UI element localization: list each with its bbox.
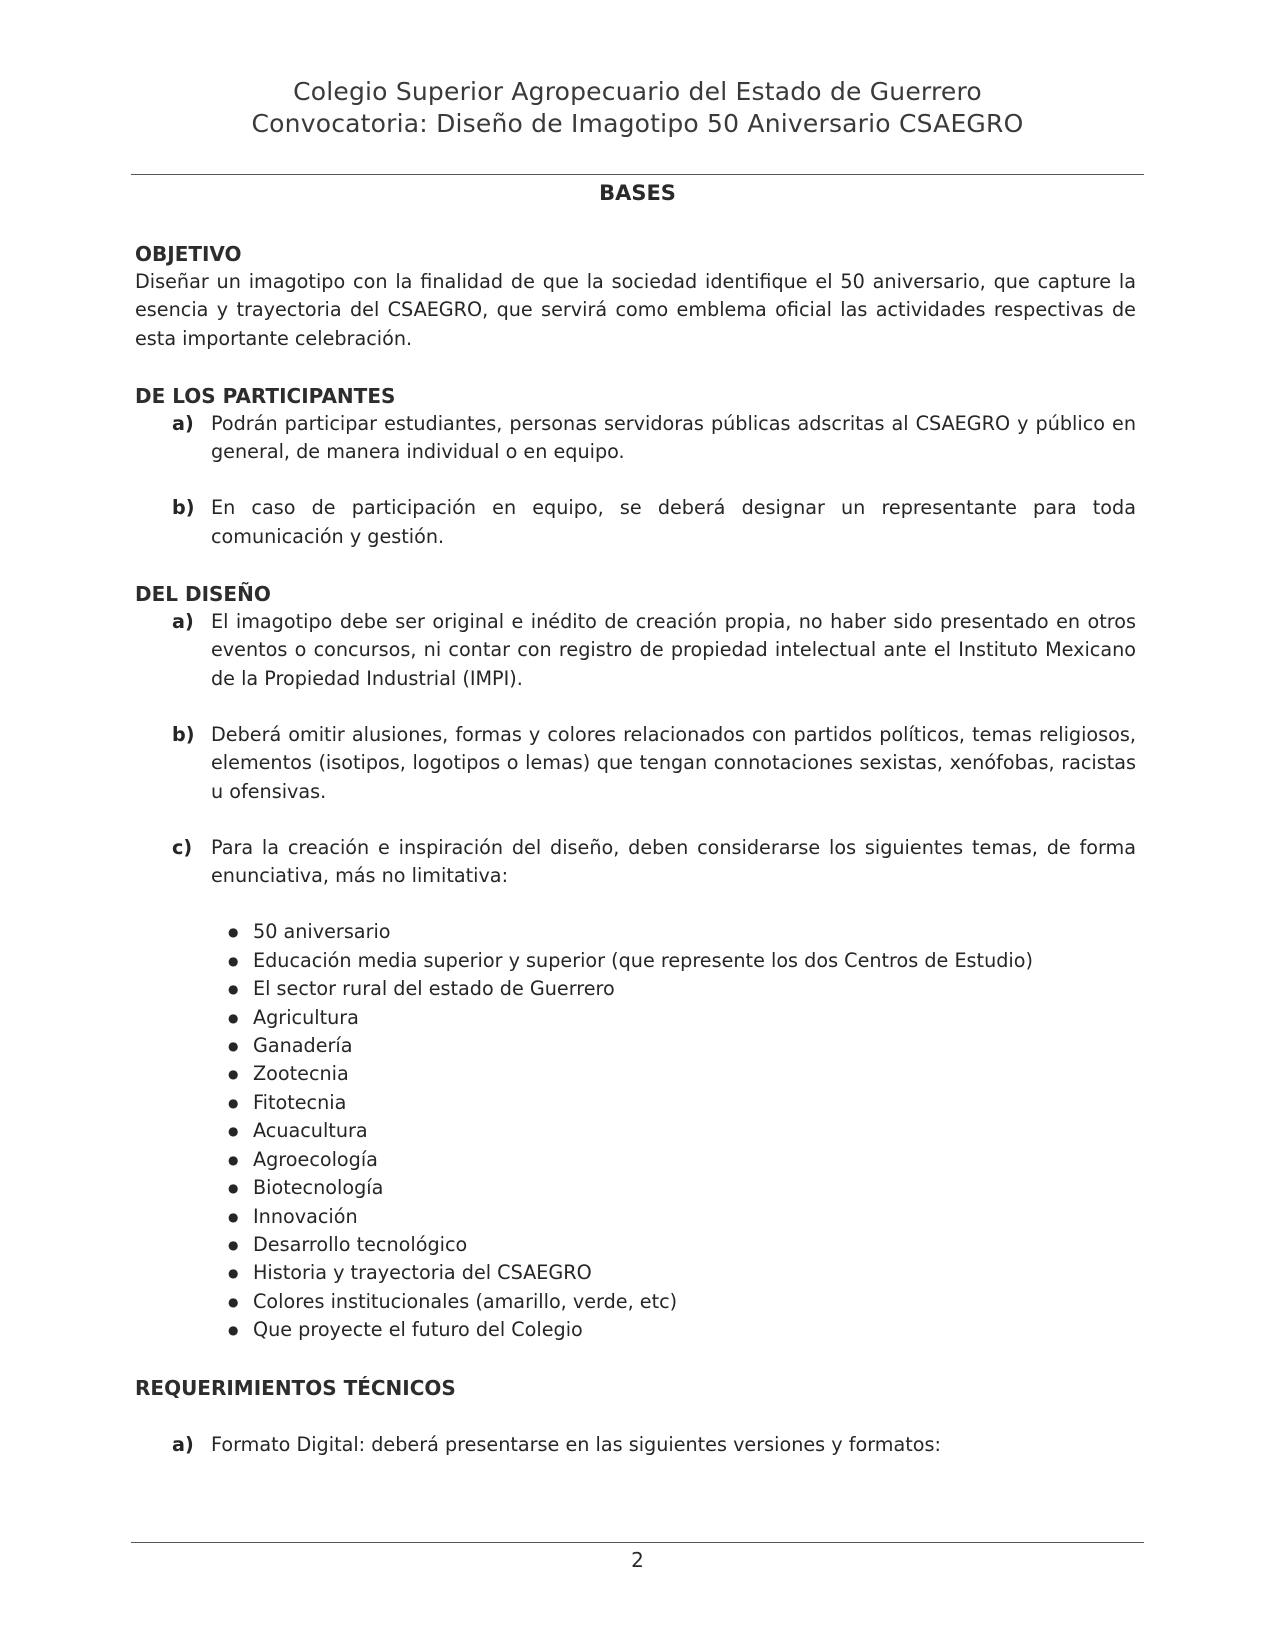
topic-item: ● El sector rural del estado de Guerrero (253, 975, 1136, 1003)
section-heading-participantes: DE LOS PARTICIPANTES (135, 383, 396, 408)
bullet-icon: ● (228, 1010, 239, 1025)
topic-item: ● Zootecnia (253, 1060, 1136, 1088)
topic-item: ● Innovación (253, 1203, 1136, 1231)
topic-item: ● Fitotecnia (253, 1089, 1136, 1117)
list-item (135, 410, 1136, 467)
bullet-icon: ● (228, 1181, 239, 1196)
item-text: El imagotipo debe ser original e inédito de creación propia, no haber sido presentado en otros eventos o concursos, ni contar con registro de propiedad intelectual ante el Instituto Mexicano de la Propiedad Industrial (IMPI). (211, 610, 1136, 690)
topic-item: ● Acuacultura (253, 1117, 1136, 1145)
document-body (135, 240, 1136, 1459)
bullet-icon: ● (228, 1095, 239, 1110)
section-heading-diseno: DEL DISEÑO (135, 582, 271, 607)
bases-title: BASES (599, 181, 676, 205)
bullet-icon: ● (228, 1039, 239, 1054)
section-heading-requerimientos: REQUERIMIENTOS TÉCNICOS (135, 1375, 456, 1400)
bullet-icon: ● (228, 1067, 239, 1082)
bullet-icon: ● (228, 1237, 239, 1252)
document-header (0, 76, 1275, 140)
topic-item: ● Agricultura (253, 1004, 1136, 1032)
item-label: b) (172, 496, 195, 520)
call-title: Convocatoria: Diseño de Imagotipo 50 Aniversario CSAEGRO (251, 109, 1024, 138)
item-label: b) (172, 722, 195, 746)
bullet-icon: ● (228, 1209, 239, 1224)
item-text: Podrán participar estudiantes, personas servidoras públicas adscritas al CSAEGRO y público en general, de manera individual o en equipo. (211, 411, 1136, 464)
topic-item: ● Educación media superior y superior (que represente los dos Centros de Estudio) (253, 947, 1136, 975)
item-text: Para la creación e inspiración del diseño, deben considerarse los siguientes temas, de forma enunciativa, más no limitativa: (211, 835, 1136, 888)
page-number: 2 (631, 1548, 644, 1572)
topic-item: ● 50 aniversario (253, 918, 1136, 946)
section-heading-objetivo: OBJETIVO (135, 242, 242, 266)
bullet-icon: ● (228, 1323, 239, 1338)
bullet-icon: ● (228, 1152, 239, 1167)
list-item (135, 834, 1136, 891)
list-item (135, 494, 1136, 551)
item-text: En caso de participación en equipo, se deberá designar un representante para toda comunicación y gestión. (211, 496, 1136, 548)
footer-divider (131, 1542, 1144, 1543)
item-text: Formato Digital: deberá presentarse en las siguientes versiones y formatos: (211, 1432, 941, 1456)
topic-item: ● Desarrollo tecnológico (253, 1231, 1136, 1259)
bullet-icon: ● (228, 1294, 239, 1309)
bullet-icon: ● (228, 1266, 239, 1281)
bullet-icon: ● (228, 982, 239, 997)
bullet-icon: ● (228, 953, 239, 968)
institution-name: Colegio Superior Agropecuario del Estado de Guerrero (293, 77, 982, 106)
topic-item: ● Ganadería (253, 1032, 1136, 1060)
item-label: a) (172, 411, 194, 435)
objetivo-text: Diseñar un imagotipo con la finalidad de que la sociedad identifique el 50 aniversario, que capture la esencia y trayectoria del CSAEGRO, que servirá como emblema oficial las actividades respectivas de esta importante celebración. (135, 270, 1136, 350)
item-label: a) (172, 610, 194, 634)
item-text: Deberá omitir alusiones, formas y colores relacionados con partidos políticos, temas religiosos, elementos (isotipos, logotipos o lemas) que tengan connotaciones sexistas, xenófobas, racistas u ofensivas. (211, 722, 1136, 803)
bullet-icon: ● (228, 925, 239, 940)
header-divider (131, 174, 1144, 175)
topic-item: ● Que proyecte el futuro del Colegio (253, 1316, 1136, 1344)
topic-item: ● Agroecología (253, 1146, 1136, 1174)
topic-item: ● Colores institucionales (amarillo, verde, etc) (253, 1288, 1136, 1316)
topics-list (135, 918, 1136, 1344)
list-item (135, 1431, 1136, 1459)
bullet-icon: ● (228, 1124, 239, 1139)
list-item (135, 608, 1136, 693)
topic-item: ● Historia y trayectoria del CSAEGRO (253, 1259, 1136, 1287)
item-label: a) (172, 1432, 194, 1456)
list-item (135, 721, 1136, 806)
topic-item: ● Biotecnología (253, 1174, 1136, 1202)
item-label: c) (172, 835, 193, 859)
